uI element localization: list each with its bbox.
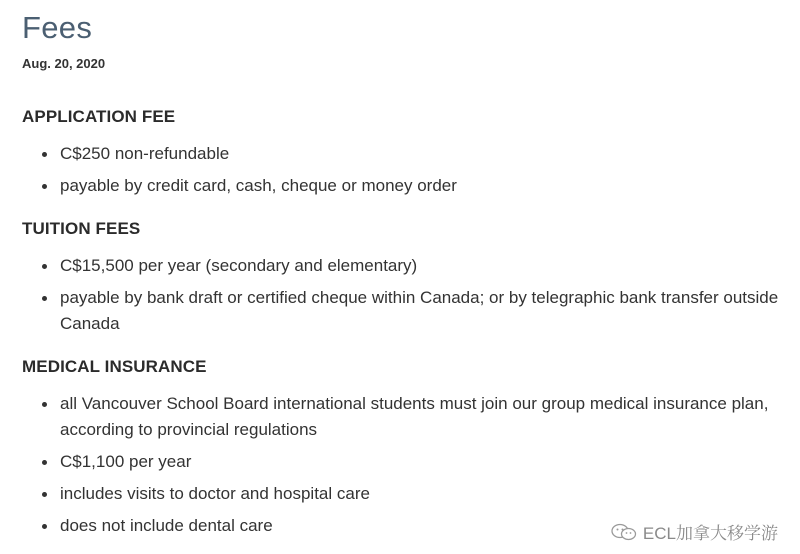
fee-list <box>22 141 792 199</box>
fee-list <box>22 391 792 539</box>
bullet-icon <box>42 264 47 269</box>
list-item-text: payable by credit card, cash, cheque or money order <box>60 176 457 195</box>
wechat-icon <box>611 523 637 541</box>
list-item <box>22 285 792 337</box>
list-item <box>22 481 792 507</box>
list-item-text: C$15,500 per year (secondary and elementary) <box>60 256 418 275</box>
watermark <box>611 519 778 544</box>
bullet-icon <box>42 460 47 465</box>
list-item-text: includes visits to doctor and hospital care <box>60 484 370 503</box>
list-item <box>22 253 792 279</box>
bullet-icon <box>42 492 47 497</box>
list-item-text: C$250 non-refundable <box>60 144 230 163</box>
bullet-icon <box>42 184 47 189</box>
section-tuition-fees <box>22 219 792 343</box>
page-title: Fees <box>22 10 93 45</box>
list-item-text: does not include dental care <box>60 516 273 535</box>
section-application-fee <box>22 107 792 205</box>
list-item <box>22 449 792 475</box>
watermark-text: ECL加拿大移学游 <box>642 524 778 543</box>
section-heading: APPLICATION FEE <box>22 107 176 126</box>
list-item <box>22 173 792 199</box>
list-item-text: payable by bank draft or certified cheque within Canada; or by telegraphic bank transfer outside Canada <box>60 288 779 333</box>
bullet-icon <box>42 524 47 529</box>
section-heading: TUITION FEES <box>22 219 141 238</box>
fee-list <box>22 253 792 337</box>
publish-date: Aug. 20, 2020 <box>22 56 106 71</box>
section-heading: MEDICAL INSURANCE <box>22 357 207 376</box>
bullet-icon <box>42 152 47 157</box>
bullet-icon <box>42 402 47 407</box>
list-item <box>22 391 792 443</box>
section-medical-insurance <box>22 357 792 545</box>
list-item-text: all Vancouver School Board international students must join our group medical insurance plan, according to provincial regulations <box>60 394 769 439</box>
list-item <box>22 141 792 167</box>
list-item-text: C$1,100 per year <box>60 452 192 471</box>
bullet-icon <box>42 296 47 301</box>
